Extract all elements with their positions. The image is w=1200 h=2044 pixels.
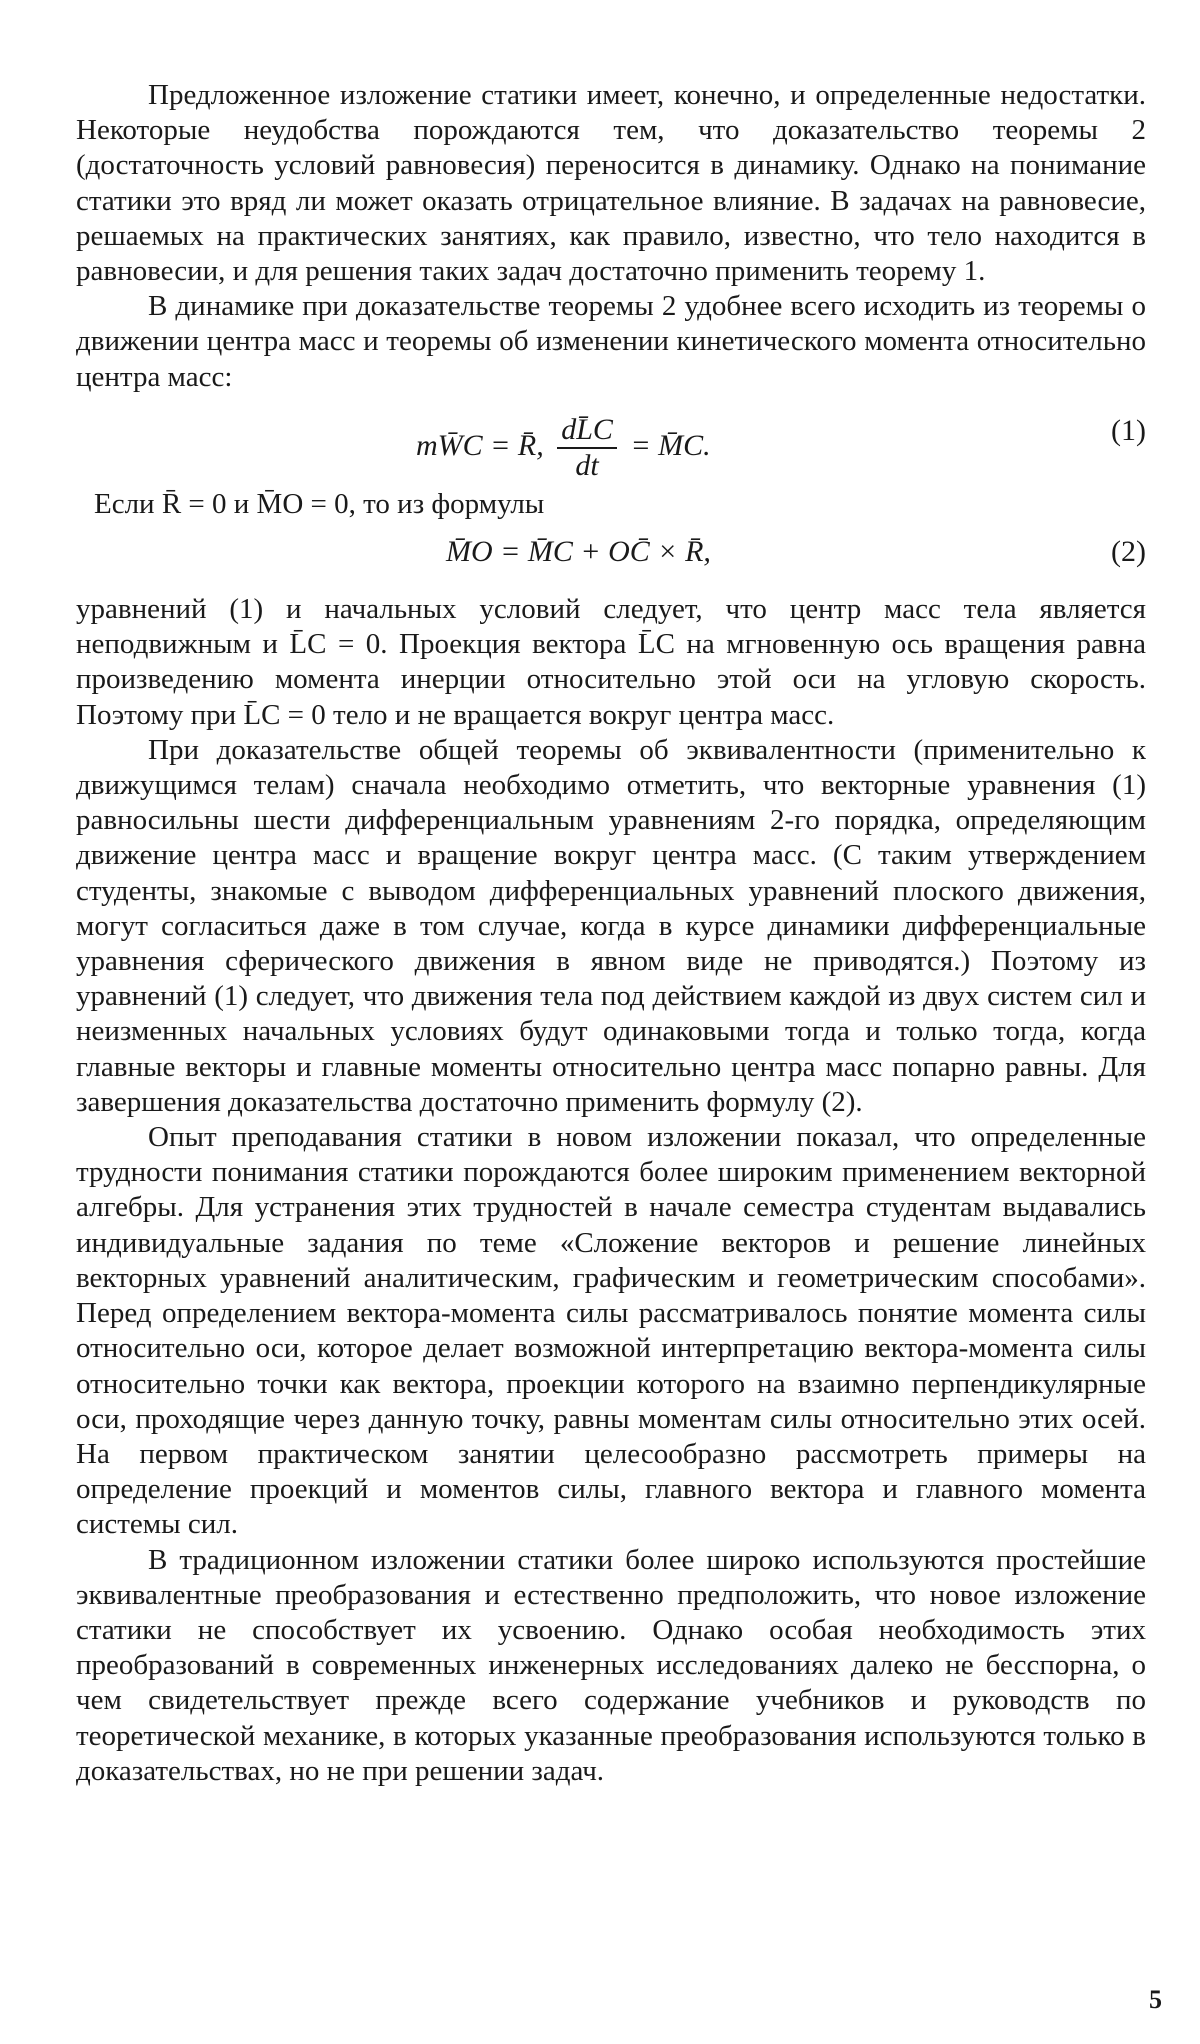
formula-1-number: (1) [1111,413,1146,447]
paragraph-1: Предложенное изложение статики имеет, конечно, и определенные недостатки. Некоторые неудобства порождаются тем, что доказательство теоремы 2 (достаточность условий равновесия) переносится в динамику. Однако на понимание статики это вряд ли может оказать отрицательное влияние. В задачах на равновесие, решаемых на практических занятиях, как правило, известно, что тело находится в равновесии, и для решения таких задач достаточно применить теорему 1. [76,79,1146,288]
page-number: 5 [1149,1985,1162,2014]
condition-text: Если R̄ = 0 и M̄O = 0, то из формулы [94,487,545,520]
formula-1-denominator: dt [575,448,599,482]
formula-1-part-2: = M̄C. [630,428,711,462]
formula-2 [76,522,1146,592]
body-text [76,78,1146,1789]
formula-1-expression [416,413,711,483]
paragraph-5: Опыт преподавания статики в новом изложении показал, что определенные трудности понимания статики порождаются более широким применением векторной алгебры. Для устранения этих трудностей в начале семестра студентам выдавались индивидуальные задания по теме «Сложение векторов и решение линейных векторных уравнений аналитическим, графическим и геометрическим способами». Перед определением вектора-момента силы рассматривалось понятие момента силы относительно оси, которое делает возможной интерпретацию вектора-момента силы относительно точки как вектора, проекции которого на взаимно перпендикулярные оси, проходящие через данную точку, равны моментам силы относительно этих осей. На первом практическом занятии целесообразно рассмотреть примеры на определение проекций и моментов силы, главного вектора и главного момента системы сил. [76,1121,1146,1541]
paragraph-3: уравнений (1) и начальных условий следует, что центр масс тела является неподвижным и L̄C = 0. Проекция вектора L̄C на мгновенную ось вращения равна произведению момента инерции относительно этой оси на угловую скорость. Поэтому при L̄C = 0 тело и не вращается вокруг центра масс. [76,593,1146,731]
formula-2-number: (2) [1111,535,1146,569]
paragraph-4: При доказательстве общей теоремы об эквивалентности (применительно к движущимся телам) сначала необходимо отметить, что векторные уравнения (1) равносильны шести дифференциальным уравнениям 2-го порядка, определяющим движение центра масс и вращение вокруг центра масс. (С таким утверждением студенты, знакомые с выводом дифференциальных уравнений плоского движения, могут согласиться даже в том случае, когда в курсе динамики дифференциальные уравнения сферического движения в явном виде не приводятся.) Поэтому из уравнений (1) следует, что движения тела под действием каждой из двух систем сил и неизменных начальных условиях будут одинаковыми тогда и только тогда, когда главные векторы и главные моменты относительно центра масс попарно равны. Для завершения доказательства достаточно применить формулу (2). [76,733,1146,1118]
formula-1-part-1: mW̄C = R̄, [416,428,544,462]
paragraph-2: В динамике при доказательстве теоремы 2 удобнее всего исходить из теоремы о движении центра масс и теоремы об изменении кинетического момента относительно центра масс: [76,290,1146,393]
condition-line [76,487,1146,522]
formula-1-fraction [557,413,617,483]
formula-1 [76,395,1146,487]
formula-1-numerator: dL̄C [557,413,617,449]
paragraph-6: В традиционном изложении статики более широко используются простейшие эквивалентные преобразования и естественно предположить, что новое изложение статики не способствует их усвоению. Однако особая необходимость этих преобразований в современных инженерных исследованиях далеко не бесспорна, о чем свидетельствует прежде всего содержание учебников и руководств по теоретической механике, в которых указанные преобразования используются только в доказательствах, но не при решении задач. [76,1543,1146,1787]
formula-2-expression: M̄O = M̄C + OC̄ × R̄, [446,535,711,569]
